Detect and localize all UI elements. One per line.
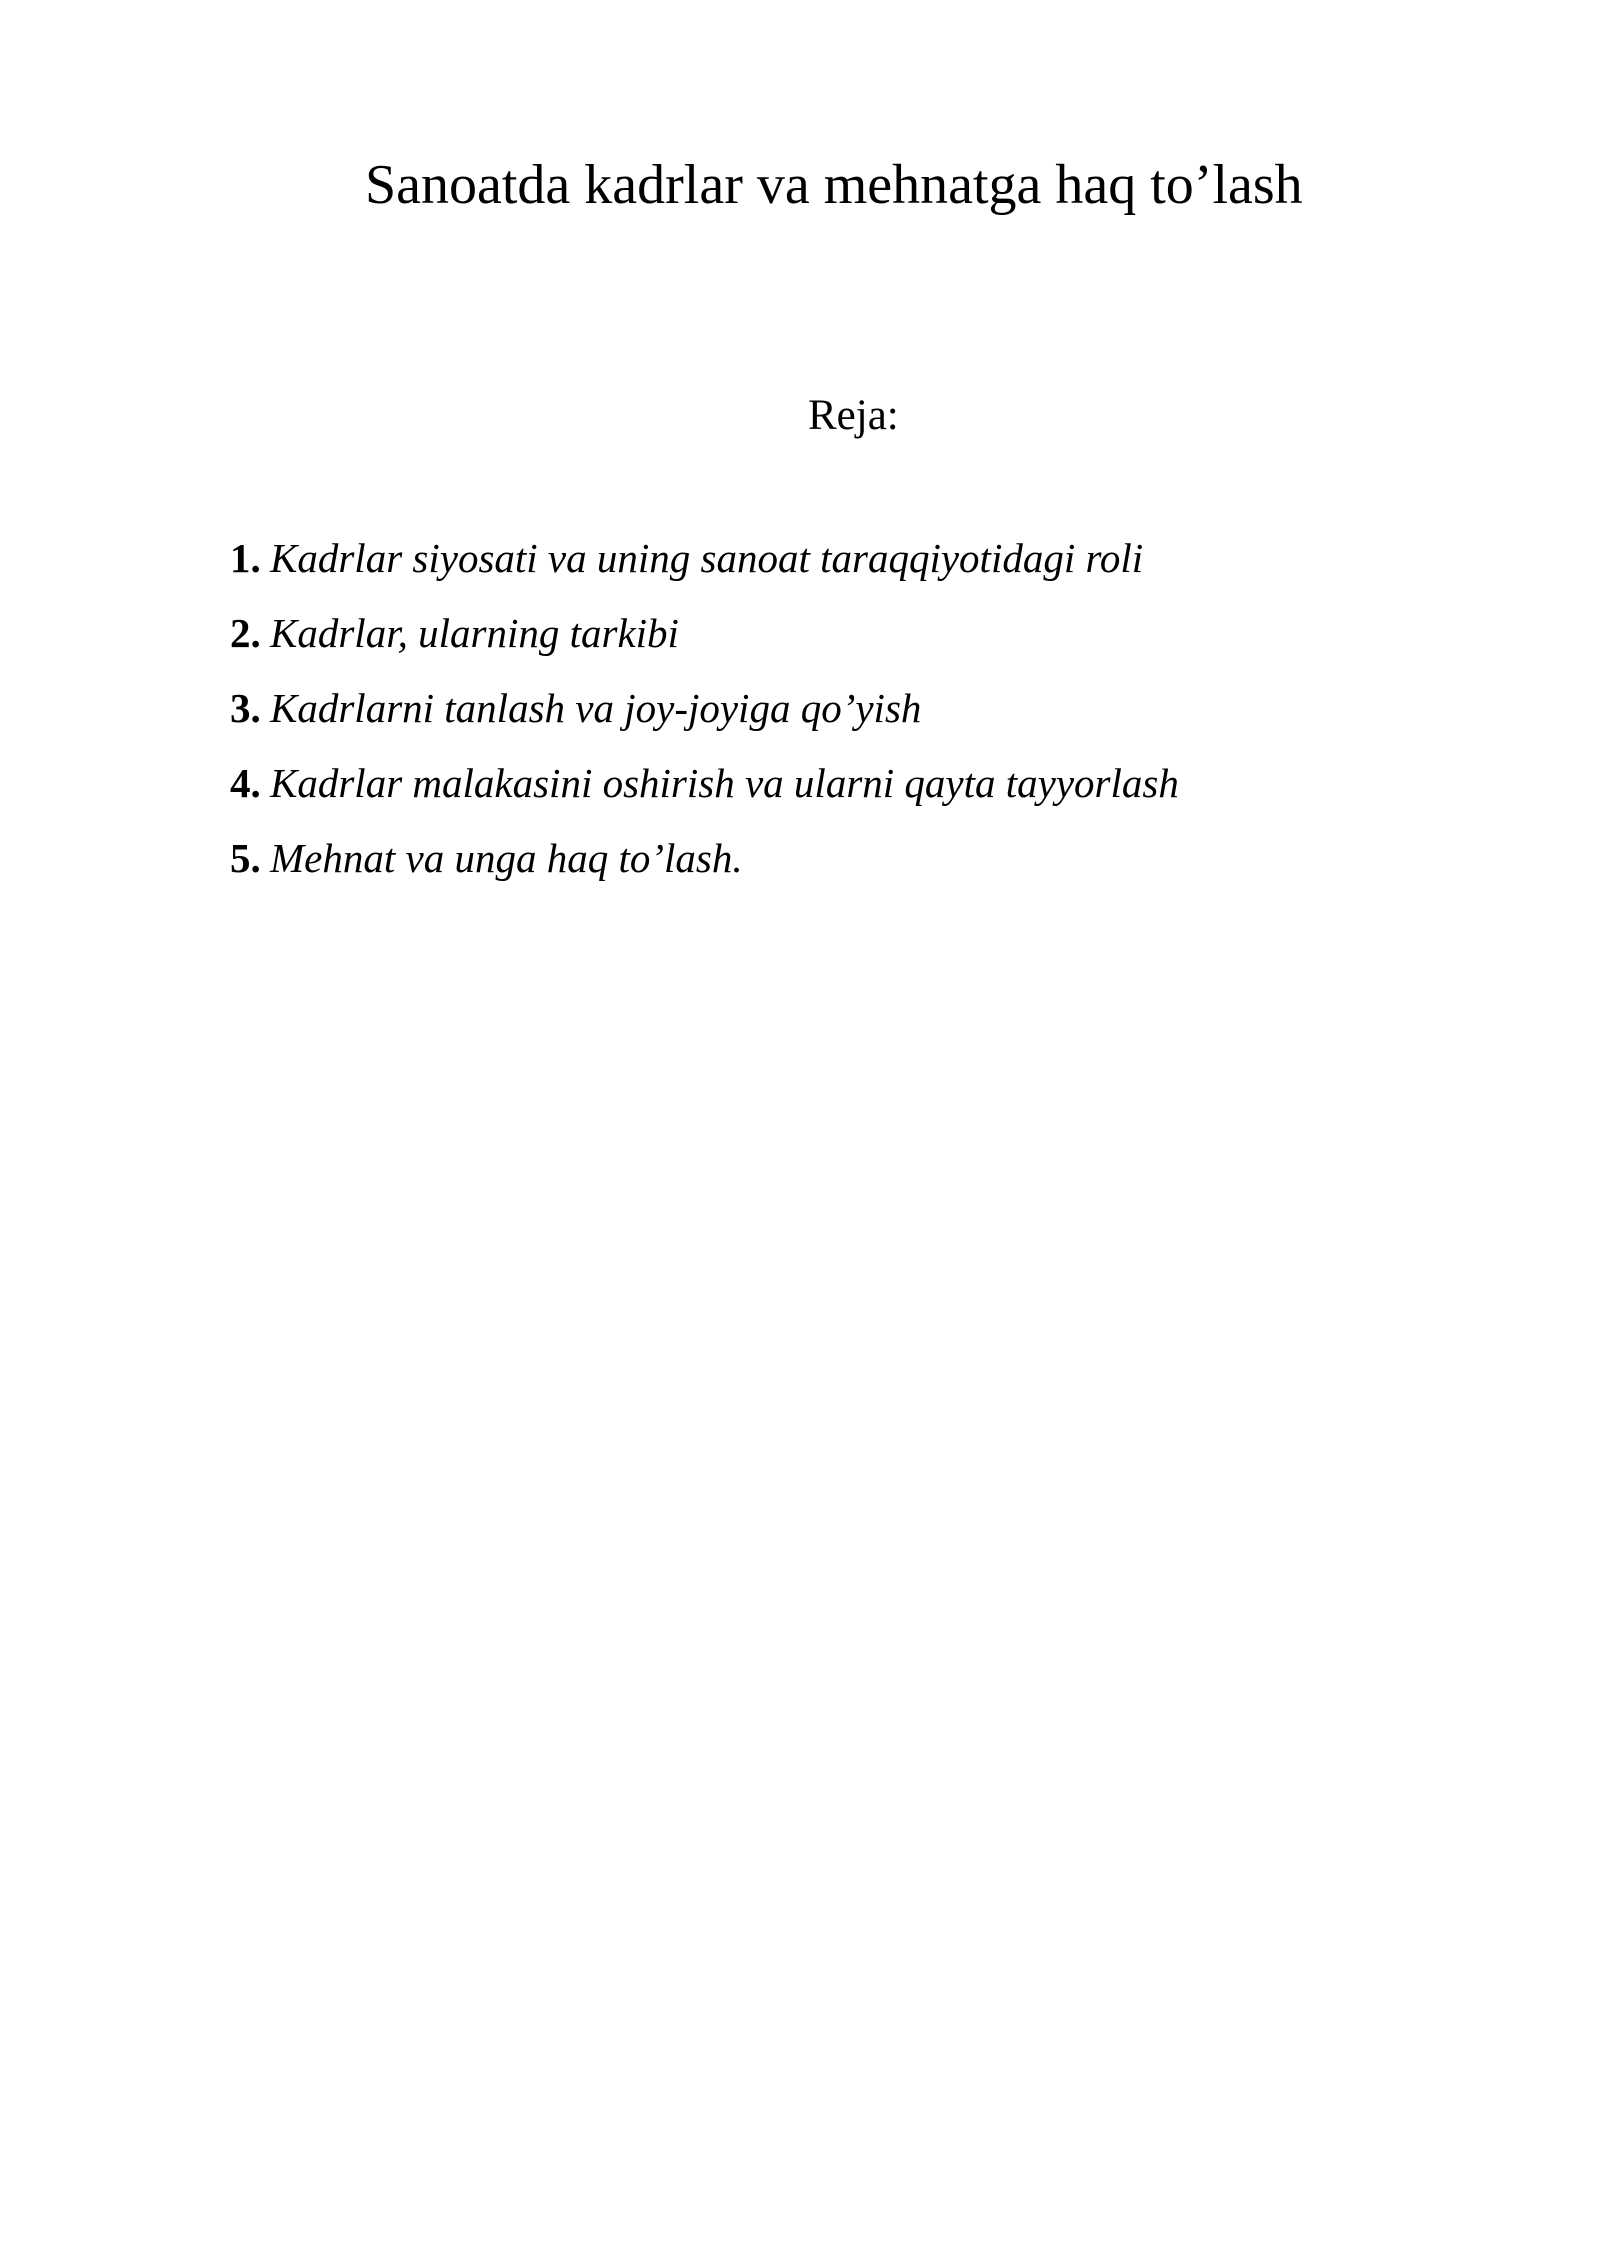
plan-item	[230, 605, 1179, 680]
plan-heading: Reja:	[808, 392, 899, 439]
plan-item	[230, 830, 1179, 905]
plan-list	[230, 530, 1179, 905]
plan-item-text: Kadrlarni tanlash va joy-joyiga qo’yish	[270, 685, 922, 731]
plan-item-number: 5.	[230, 835, 261, 881]
plan-item-text: Kadrlar malakasini oshirish va ularni qayta tayyorlash	[270, 760, 1179, 806]
plan-item-number: 4.	[230, 760, 261, 806]
document-title: Sanoatda kadrlar va mehnatga haq to’lash	[365, 154, 1303, 216]
plan-item	[230, 755, 1179, 830]
plan-item-number: 3.	[230, 685, 261, 731]
plan-item-text: Kadrlar siyosati va uning sanoat taraqqiyotidagi roli	[270, 535, 1144, 581]
plan-item	[230, 680, 1179, 755]
plan-item	[230, 530, 1179, 605]
plan-item-text: Kadrlar, ularning tarkibi	[270, 610, 679, 656]
plan-item-number: 2.	[230, 610, 261, 656]
plan-item-number: 1.	[230, 535, 261, 581]
plan-item-text: Mehnat va unga haq to’lash.	[270, 835, 743, 881]
